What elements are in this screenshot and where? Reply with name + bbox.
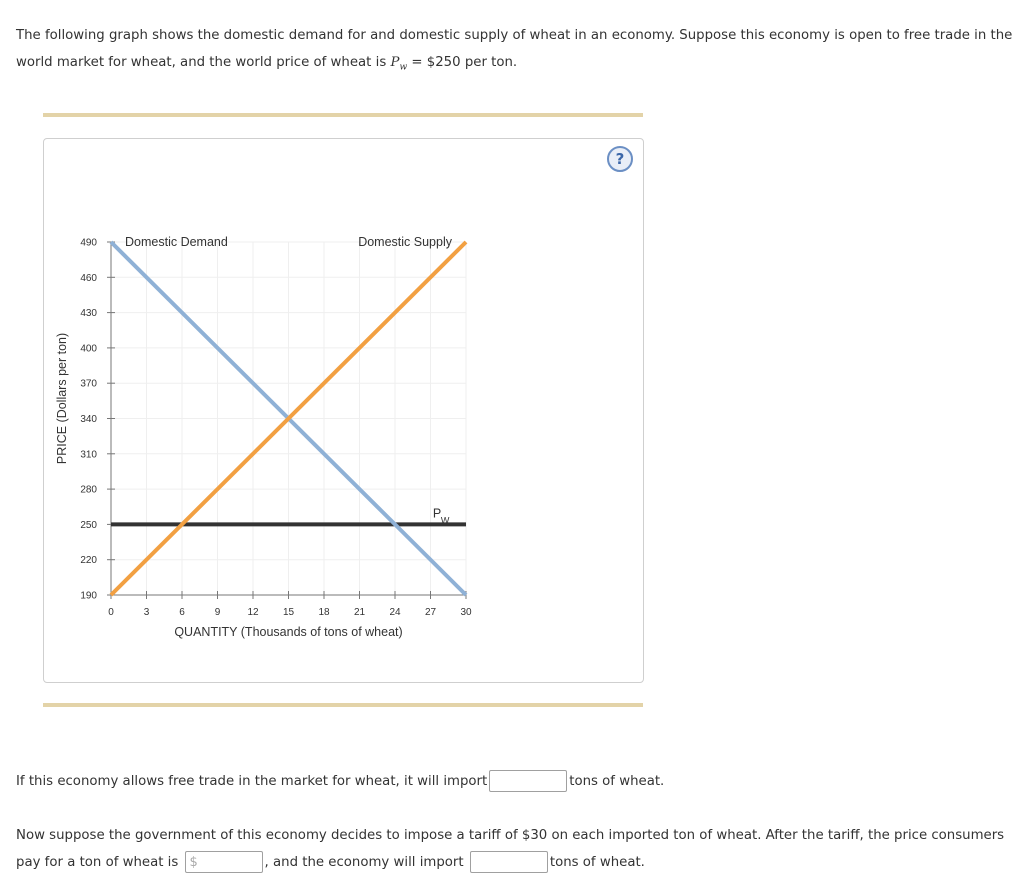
bottom-divider [43,703,643,707]
y-tick-label-430: 430 [80,308,97,320]
y-tick-label-310: 310 [80,449,97,461]
intro-paragraph [16,22,1020,82]
intro-text-b: = $250 per ton. [407,55,518,70]
question-1 [16,768,664,795]
world-price-label-sub: W [440,515,450,526]
x-tick-label-6: 6 [179,607,185,618]
dollar-sign: $ [189,854,198,870]
x-tick-label-12: 12 [247,607,259,618]
q2-price-input-box[interactable] [185,851,263,873]
intro-text-a: The following graph shows the domestic demand for and domestic supply of wheat in an economy. Suppose this economy is open to free trade in the world market for wheat, and the world price of wheat is [16,28,1013,70]
q2-import-input[interactable] [471,856,547,876]
y-tick-label-280: 280 [80,484,97,496]
q1-text: If this economy allows free trade in the market for wheat, it will import [16,774,488,789]
y-tick-label-370: 370 [80,378,97,390]
y-tick-label-340: 340 [80,414,97,425]
q1-suffix: tons of wheat. [569,774,665,789]
q2-pay-text: pay for a ton of wheat is [16,855,179,870]
y-tick-label-250: 250 [80,519,97,531]
world-price-symbol [390,55,408,73]
help-button[interactable]: ? [607,146,633,172]
supply-label: Domestic Supply [358,235,452,249]
supply-demand-chart [44,139,643,682]
x-axis-title: QUANTITY (Thousands of tons of wheat) [174,625,403,639]
chart-labels [55,235,453,639]
q2-line2 [16,849,1016,876]
y-tick-label-490: 490 [80,237,97,249]
x-tick-label-3: 3 [143,607,150,618]
x-tick-label-21: 21 [353,607,366,618]
question-2 [16,822,1016,876]
x-tick-label-30: 30 [460,607,472,618]
pw-subscript: w [399,62,408,73]
x-tick-label-0: 0 [108,607,114,618]
x-tick-label-27: 27 [424,607,437,618]
top-divider [43,113,643,117]
q1-import-input[interactable] [490,775,566,795]
x-tick-label-24: 24 [389,607,401,618]
y-tick-label-190: 190 [80,590,97,602]
pw-letter: P [390,55,400,70]
graph-panel [43,138,644,683]
y-tick-label-460: 460 [80,272,97,284]
q2-price-input[interactable] [198,852,262,872]
q2-suffix: tons of wheat. [549,855,645,870]
x-tick-label-15: 15 [282,607,295,618]
q2-middle-text: , and the economy will import [264,855,464,870]
q2-line1: Now suppose the government of this economy decides to impose a tariff of $30 on each imported ton of wheat. After the tariff, the price consumers [16,828,1005,843]
y-tick-label-220: 220 [80,555,97,567]
y-axis-title: PRICE (Dollars per ton) [55,332,69,465]
x-tick-label-9: 9 [214,607,221,618]
world-price-label: P [432,506,442,521]
x-tick-label-18: 18 [318,607,330,618]
q1-import-input-box[interactable] [489,770,567,792]
q2-import-input-box[interactable] [470,851,548,873]
demand-label: Domestic Demand [125,235,228,249]
y-tick-label-400: 400 [80,343,97,355]
